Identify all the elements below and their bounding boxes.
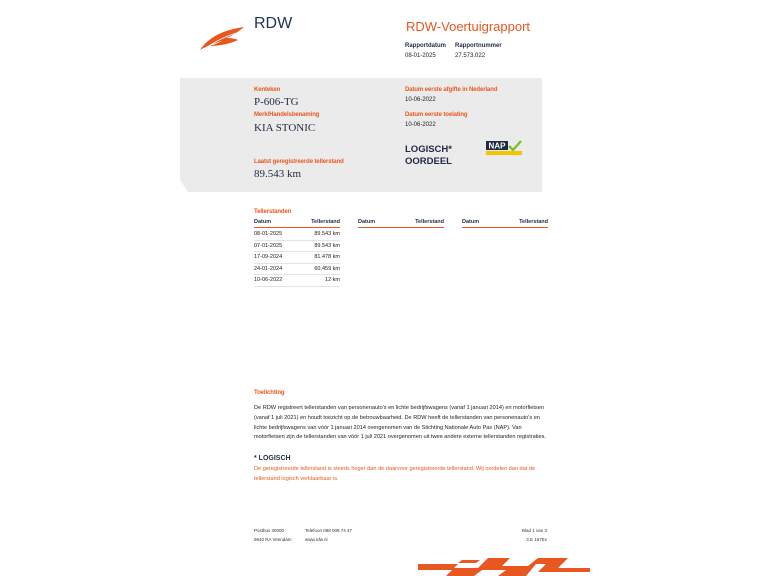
footer-address-1: Postbus 30000 — [254, 528, 285, 533]
bottom-swoosh-decoration — [418, 558, 590, 576]
col-reading-header: Tellerstand — [519, 219, 548, 225]
nap-logo-icon — [486, 140, 522, 156]
table-row — [254, 241, 340, 253]
row-reading: 89.543 km — [314, 242, 340, 249]
table-header-col3 — [462, 219, 548, 228]
footer-code: 3.E 167Ex — [526, 537, 547, 542]
odometer-table-body — [254, 229, 340, 287]
footer-website[interactable]: www.rdw.nl — [305, 537, 328, 542]
explanation-title: Toelichting — [254, 390, 285, 396]
row-date: 24-01-2024 — [254, 265, 283, 272]
row-reading: 60.459 km — [314, 265, 340, 272]
table-row — [254, 229, 340, 241]
footer-address-2: 9640 RA Veendam — [254, 537, 292, 542]
col-date-header: Datum — [462, 219, 480, 225]
row-reading: 81.478 km — [314, 254, 340, 261]
row-date: 17-09-2024 — [254, 254, 283, 261]
report-title: RDW-Voertuigrapport — [406, 19, 531, 34]
footer-phone: Telefoon 088 008 74 47 — [305, 528, 353, 533]
explanation-text: De RDW registreert tellerstanden van personenauto's en lichte bedrijfswagens (vanaf 1 januari 2014) en motorfietsen (vanaf 1 juli 2021) en houdt toezicht op de betrouwbaarheid. De RDW heeft de tellerstanden van personenauto's en lichte bedrijfswagens van vóór 1 januari 2014 overgenomen van de Stichting Nationale Auto Pas (NAP). Van motorfietsen zijn de tellerstanden van vóór 1 juli 2021 overgenomen uit twee andere externe tellerstanden registraties. — [254, 405, 546, 441]
nap-logo-text: NAP — [488, 141, 506, 151]
verdict — [405, 144, 452, 168]
col-reading-header: Tellerstand — [311, 219, 340, 225]
report-number: 27.573.022 — [455, 53, 486, 59]
table-row — [254, 275, 340, 287]
first-admission-label: Datum eerste toelating — [405, 112, 468, 118]
odometer-table-title: Tellerstanden — [254, 209, 292, 215]
plate-value: P-606-TG — [254, 96, 299, 108]
vehicle-summary-panel — [180, 78, 542, 192]
odometer-value: 89.543 km — [254, 168, 302, 180]
rdw-logo-icon — [198, 24, 248, 52]
row-date: 08-01-2025 — [254, 231, 283, 238]
make-label: Merk/Handelsbenaming — [254, 112, 320, 118]
col-date-header: Datum — [254, 219, 272, 225]
report-date-label: Rapportdatum — [405, 43, 446, 49]
make-value: KIA STONIC — [254, 122, 316, 134]
first-nl-value: 10-06-2022 — [405, 97, 436, 103]
table-row — [254, 252, 340, 264]
logisch-title: * LOGISCH — [254, 455, 291, 462]
table-row — [254, 264, 340, 276]
row-reading: 12 km — [325, 277, 340, 284]
table-header-col1 — [254, 219, 340, 228]
logisch-text: De geregistreerde tellerstand is steeds hoger dan de daarvoor geregistreerde tellerstand. Wij oordelen dan dat de tellerstand logisch verklaarbaar is. — [254, 466, 536, 482]
row-reading: 89.543 km — [314, 231, 340, 238]
col-reading-header: Tellerstand — [415, 219, 444, 225]
panel-corner-decoration — [180, 180, 220, 194]
verdict-line-2: OORDEEL — [405, 156, 452, 167]
brand-name: RDW — [254, 15, 293, 32]
odometer-label: Laatst geregistreerde tellerstand — [254, 159, 344, 165]
col-date-header: Datum — [358, 219, 376, 225]
first-nl-label: Datum eerste afgifte in Nederland — [405, 87, 498, 93]
footer-page-number: Blad 1 van 3 — [521, 528, 547, 533]
row-date: 07-01-2025 — [254, 242, 283, 249]
report-date: 08-01-2025 — [405, 53, 436, 59]
first-admission-value: 10-06-2022 — [405, 122, 436, 128]
table-header-col2 — [358, 219, 444, 228]
plate-label: Kenteken — [254, 87, 281, 93]
verdict-line-1: LOGISCH* — [405, 144, 452, 155]
report-number-label: Rapportnummer — [455, 43, 502, 49]
row-date: 10-06-2022 — [254, 277, 283, 284]
